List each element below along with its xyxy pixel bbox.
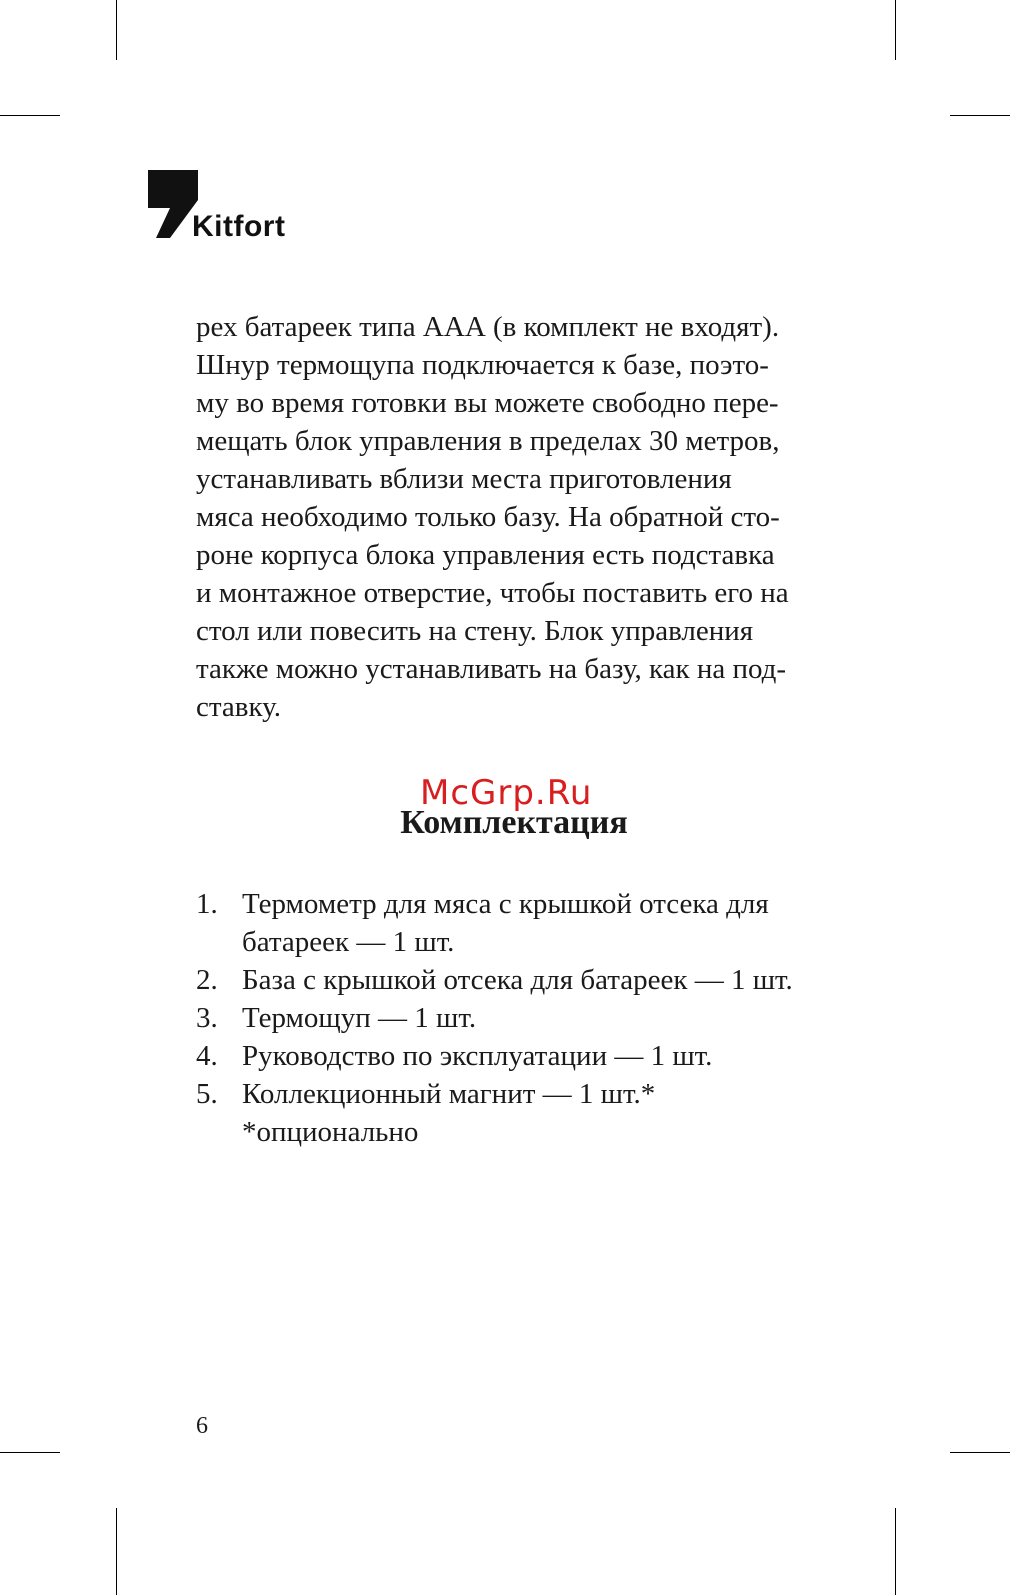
body-line: рех батареек типа ААА (в комплект не входят). <box>196 311 780 343</box>
body-line: и монтажное отверстие, чтобы поставить его на <box>196 577 789 609</box>
crop-mark <box>895 0 896 60</box>
crop-mark <box>950 1452 1010 1453</box>
body-line: ставку. <box>196 691 281 723</box>
crop-mark <box>116 1508 117 1595</box>
item-text <box>242 885 876 961</box>
body-line: мяса необходимо только базу. На обратной сто- <box>196 501 780 533</box>
list-item <box>196 1075 876 1151</box>
item-number: 4. <box>196 1040 218 1072</box>
page-number: 6 <box>196 1413 208 1439</box>
crop-mark <box>116 0 117 60</box>
item-number: 3. <box>196 1002 218 1034</box>
body-line: Шнур термощупа подключается к базе, поэто- <box>196 349 769 381</box>
brand-logo <box>148 170 308 250</box>
brand-name: Kitfort <box>192 210 286 243</box>
section-title: Комплектация <box>400 804 628 841</box>
item-line: Руководство по эксплуатации — 1 шт. <box>242 1040 713 1072</box>
item-line: *опционально <box>242 1116 419 1148</box>
watermark: McGrp.Ru <box>420 773 593 813</box>
item-line: Термощуп — 1 шт. <box>242 1002 477 1034</box>
crop-mark <box>0 1452 60 1453</box>
item-number: 1. <box>196 888 218 920</box>
item-line: Коллекционный магнит — 1 шт.* <box>242 1078 656 1110</box>
list-item <box>196 885 876 961</box>
crop-mark <box>895 1508 896 1595</box>
crop-mark <box>950 115 1010 116</box>
body-line: роне корпуса блока управления есть подставка <box>196 539 775 571</box>
item-line: батареек — 1 шт. <box>242 926 455 958</box>
item-text <box>242 1075 876 1151</box>
list-item <box>196 999 876 1037</box>
item-text <box>242 961 876 999</box>
body-line: мещать блок управления в пределах 30 метров, <box>196 425 780 457</box>
item-number: 2. <box>196 964 218 996</box>
list-item <box>196 1037 876 1075</box>
crop-mark <box>0 115 60 116</box>
list-item <box>196 961 876 999</box>
body-paragraph <box>196 308 856 726</box>
kitfort-quote-mark-icon <box>148 170 198 240</box>
item-text <box>242 1037 876 1075</box>
body-line: также можно устанавливать на базу, как на под- <box>196 653 787 685</box>
item-line: База с крышкой отсека для батареек — 1 шт. <box>242 964 793 996</box>
body-line: стол или повесить на стену. Блок управления <box>196 615 754 647</box>
item-number: 5. <box>196 1078 218 1110</box>
contents-list <box>196 885 876 1151</box>
item-line: Термометр для мяса с крышкой отсека для <box>242 888 769 920</box>
body-line: му во время готовки вы можете свободно пере- <box>196 387 779 419</box>
item-text <box>242 999 876 1037</box>
body-line: устанавливать вблизи места приготовления <box>196 463 732 495</box>
